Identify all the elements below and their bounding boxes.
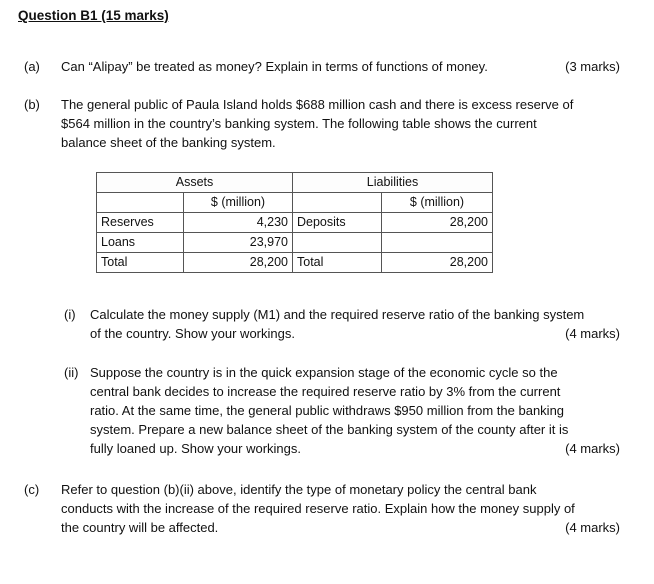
part-c-line-1: Refer to question (b)(ii) above, identify the type of monetary policy the central bank <box>61 482 537 497</box>
part-c-line-2: conducts with the increase of the required reserve ratio. Explain how the money supply of <box>61 501 575 516</box>
sub-ii-label: (ii) <box>64 365 79 380</box>
liabilities-header: Liabilities <box>293 173 493 193</box>
unit-blank-left <box>97 193 184 213</box>
part-b-label: (b) <box>24 97 40 112</box>
table-header-row <box>97 173 493 193</box>
sub-i-label: (i) <box>64 307 76 322</box>
part-a-marks: (3 marks) <box>565 59 620 74</box>
part-c-label: (c) <box>24 482 40 497</box>
asset-value: 28,200 <box>184 253 293 273</box>
asset-label: Total <box>97 253 184 273</box>
question-title: Question B1 (15 marks) <box>18 8 169 23</box>
liability-value: 28,200 <box>382 213 493 233</box>
sub-ii-line-1: Suppose the country is in the quick expansion stage of the economic cycle so the <box>90 365 558 380</box>
part-a-text: Can “Alipay” be treated as money? Explain in terms of functions of money. <box>61 59 488 74</box>
table-unit-row <box>97 193 493 213</box>
unit-blank-right <box>293 193 382 213</box>
sub-i-line-1: Calculate the money supply (M1) and the required reserve ratio of the banking system <box>90 307 585 322</box>
sub-ii-line-4: system. Prepare a new balance sheet of the banking system of the county after it is <box>90 422 569 437</box>
sub-i-marks: (4 marks) <box>565 326 620 341</box>
sub-ii-line-5: fully loaned up. Show your workings. <box>90 441 302 456</box>
part-c-line-3: the country will be affected. <box>61 520 219 535</box>
part-b-line-1: The general public of Paula Island holds $688 million cash and there is excess reserve of <box>61 97 574 112</box>
sub-i-line-2: of the country. Show your workings. <box>90 326 295 341</box>
liability-value: 28,200 <box>382 253 493 273</box>
asset-value: 4,230 <box>184 213 293 233</box>
liability-label <box>293 233 382 253</box>
sub-ii-line-3: ratio. At the same time, the general public withdraws $950 million from the banking <box>90 403 565 418</box>
unit-right: $ (million) <box>382 193 493 213</box>
part-b-line-2: $564 million in the country’s banking system. The following table shows the current <box>61 116 537 131</box>
part-c-marks: (4 marks) <box>565 520 620 535</box>
table-row <box>97 213 493 233</box>
liability-value <box>382 233 493 253</box>
part-b-line-3: balance sheet of the banking system. <box>61 135 276 150</box>
liability-label: Total <box>293 253 382 273</box>
sub-ii-marks: (4 marks) <box>565 441 620 456</box>
assets-header: Assets <box>97 173 293 193</box>
liability-label: Deposits <box>293 213 382 233</box>
table-row <box>97 253 493 273</box>
balance-sheet-table <box>96 172 493 273</box>
part-a-label: (a) <box>24 59 40 74</box>
unit-left: $ (million) <box>184 193 293 213</box>
asset-value: 23,970 <box>184 233 293 253</box>
asset-label: Reserves <box>97 213 184 233</box>
table-row <box>97 233 493 253</box>
asset-label: Loans <box>97 233 184 253</box>
sub-ii-line-2: central bank decides to increase the required reserve ratio by 3% from the current <box>90 384 561 399</box>
